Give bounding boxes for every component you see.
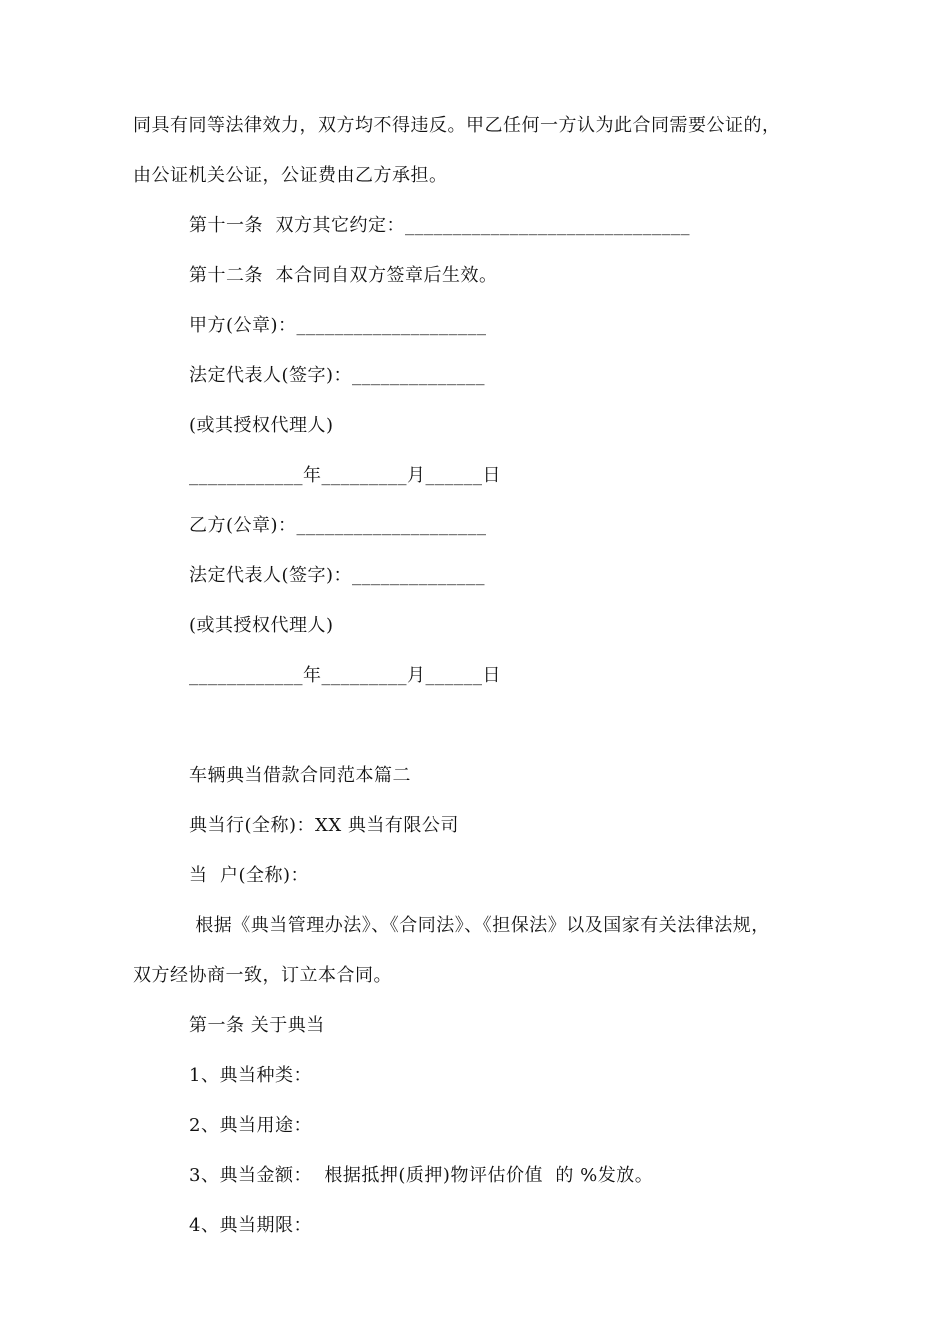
party-a-representative: 法定代表人(签字)：______________	[189, 365, 486, 386]
article-1-item-4: 4、典当期限：	[189, 1215, 312, 1236]
party-b-seal: 乙方(公章)：____________________	[189, 515, 487, 536]
continuation-line-1: 同具有同等法律效力，双方均不得违反。甲乙任何一方认为此合同需要公证的，	[133, 115, 781, 136]
party-a-agent: (或其授权代理人)	[189, 415, 334, 436]
article-12: 第十二条 本合同自双方签章后生效。	[189, 265, 498, 286]
party-a-seal: 甲方(公章)：____________________	[189, 315, 487, 336]
pawnshop-name: 典当行(全称)：XX 典当有限公司	[189, 815, 459, 836]
article-11: 第十一条 双方其它约定：______________________________	[189, 215, 690, 236]
party-b-representative: 法定代表人(签字)：______________	[189, 565, 486, 586]
article-1-item-2: 2、典当用途：	[189, 1115, 312, 1136]
article-1-item-1: 1、典当种类：	[189, 1065, 312, 1086]
party-b-date: ____________年_________月______日	[189, 665, 501, 686]
preamble-line-2: 双方经协商一致，订立本合同。	[133, 965, 392, 986]
section-title: 车辆典当借款合同范本篇二	[189, 765, 411, 786]
article-1-item-3: 3、典当金额： 根据抵押(质押)物评估价值 的 %发放。	[189, 1165, 654, 1186]
party-a-date: ____________年_________月______日	[189, 465, 501, 486]
article-1-title: 第一条 关于典当	[189, 1015, 325, 1036]
party-b-agent: (或其授权代理人)	[189, 615, 334, 636]
continuation-line-2: 由公证机关公证，公证费由乙方承担。	[133, 165, 448, 186]
pawner-name: 当 户(全称)：	[189, 865, 309, 886]
preamble-line-1: 根据《典当管理办法》、《合同法》、《担保法》以及国家有关法律法规，	[189, 915, 770, 936]
